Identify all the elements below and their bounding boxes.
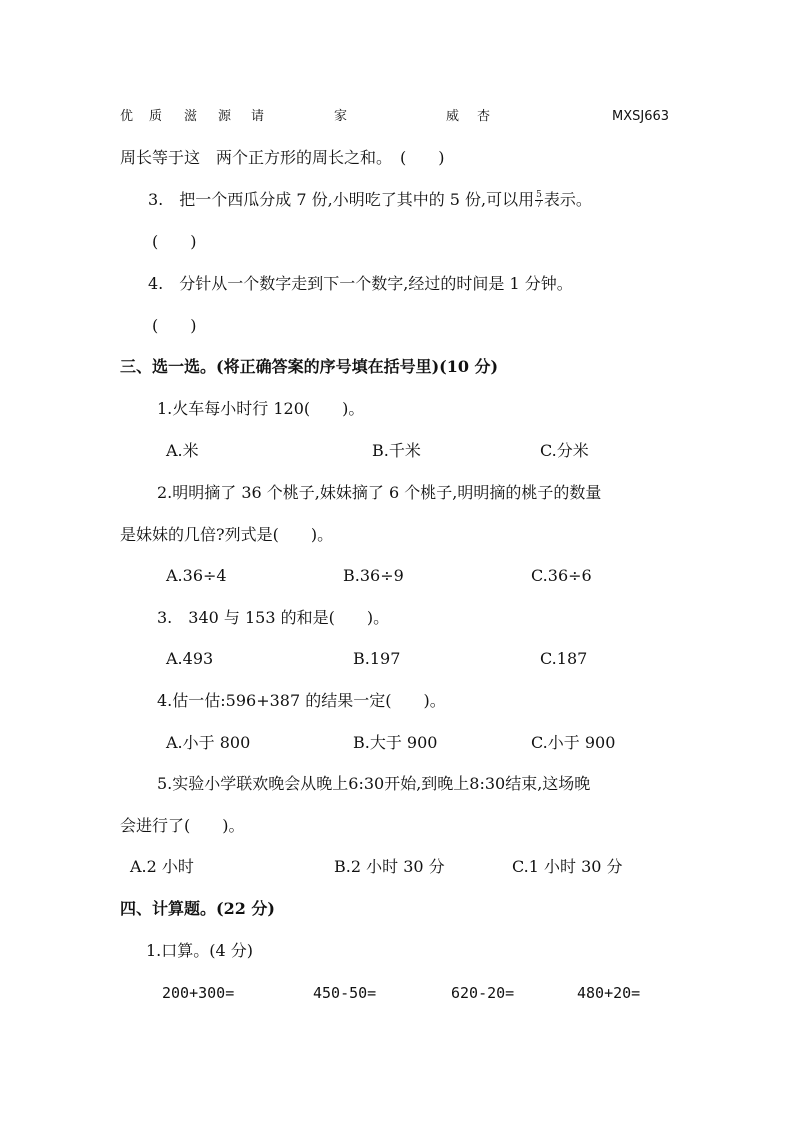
- continuation-line: 周长等于这 两个正方形的周长之和。 ( ): [120, 148, 445, 167]
- judge-q3-text-before: 3. 把一个西瓜分成 7 份,小明吃了其中的 5 份,可以用: [148, 190, 535, 209]
- header-char-7: 威: [446, 109, 460, 124]
- choice-question-4: 4.估一估:596+387 的结果一定( )。: [157, 691, 446, 710]
- choice-question-2-line-1: 2.明明摘了 36 个桃子,妹妹摘了 6 个桃子,明明摘的桃子的数量: [157, 483, 602, 502]
- header-char-3: 滋: [184, 109, 198, 124]
- header-char-2: 质: [149, 109, 163, 124]
- q2-option-b: B.36÷9: [343, 566, 404, 585]
- q3-option-b: B.197: [353, 649, 401, 668]
- section-3-title: 三、选一选。(将正确答案的序号填在括号里)(10 分): [120, 357, 499, 376]
- fraction: [535, 191, 543, 210]
- header-char-6: 家: [334, 109, 348, 124]
- q1-option-a: A.米: [166, 441, 199, 460]
- q4-option-c: C.小于 900: [531, 733, 616, 752]
- q2-option-c: C.36÷6: [531, 566, 592, 585]
- calc-item-2: 450-50=: [313, 984, 377, 1002]
- q5-option-b: B.2 小时 30 分: [334, 857, 445, 876]
- section-4-title: 四、计算题。(22 分): [120, 899, 275, 918]
- judge-q3-answer-paren: ( ): [152, 232, 197, 251]
- q2-option-a: A.36÷4: [166, 566, 227, 585]
- calc-item-4: 480+20=: [577, 984, 641, 1002]
- judge-question-4: 4. 分针从一个数字走到下一个数字,经过的时间是 1 分钟。: [148, 274, 573, 293]
- q3-option-a: A.493: [166, 649, 214, 668]
- q1-option-b: B.千米: [372, 441, 421, 460]
- calc-item-3: 620-20=: [451, 984, 515, 1002]
- fraction-denominator: 7: [536, 200, 542, 210]
- q4-option-a: A.小于 800: [166, 733, 251, 752]
- q5-option-c: C.1 小时 30 分: [512, 857, 623, 876]
- header-code: MXSJ663: [612, 109, 670, 124]
- header-char-5: 请: [251, 109, 265, 124]
- q5-option-a: A.2 小时: [130, 857, 194, 876]
- calc-item-1: 200+300=: [162, 984, 235, 1002]
- judge-q3-text-after: 表示。: [543, 190, 592, 209]
- fraction-numerator: 5: [536, 190, 542, 200]
- q3-option-c: C.187: [540, 649, 588, 668]
- judge-q4-answer-paren: ( ): [152, 316, 197, 335]
- judge-question-3: [148, 190, 592, 210]
- q1-option-c: C.分米: [540, 441, 589, 460]
- choice-question-3: 3. 340 与 153 的和是( )。: [157, 608, 390, 627]
- header-char-4: 源: [218, 109, 232, 124]
- oral-calculation-heading: 1.口算。(4 分): [146, 941, 254, 960]
- header-char-1: 优: [120, 109, 134, 124]
- header-char-8: 杏: [477, 109, 491, 124]
- choice-question-1: 1.火车每小时行 120( )。: [157, 399, 365, 418]
- q4-option-b: B.大于 900: [353, 733, 438, 752]
- choice-question-2-line-2: 是妹妹的几倍?列式是( )。: [120, 525, 334, 544]
- choice-question-5-line-2: 会进行了( )。: [120, 816, 245, 835]
- choice-question-5-line-1: 5.实验小学联欢晚会从晚上6:30开始,到晚上8:30结束,这场晚: [157, 774, 591, 793]
